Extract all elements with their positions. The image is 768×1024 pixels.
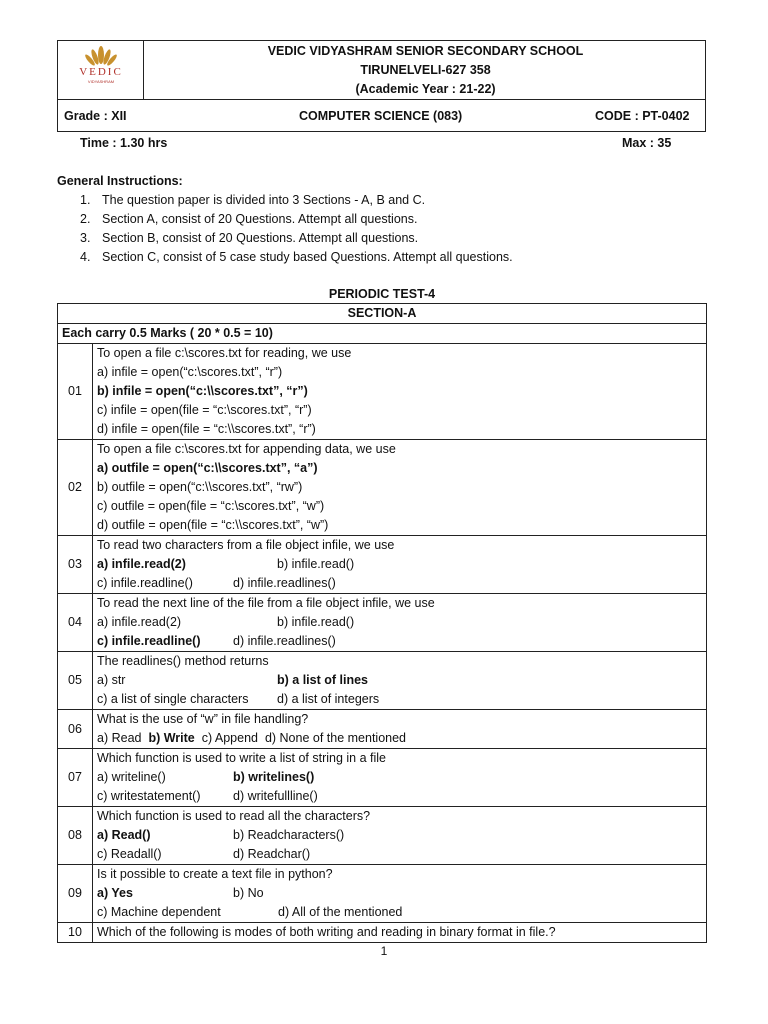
option-c: c) outfile = open(file = “c:\scores.txt”, “w”): [97, 499, 325, 513]
option-a-correct: a) Read(): [97, 828, 151, 842]
option-b-correct: b) a list of lines: [277, 673, 368, 687]
option-a: a) infile = open(“c:\scores.txt”, “r”): [97, 365, 283, 379]
question-number: 06: [58, 710, 93, 749]
question-number: 10: [58, 923, 93, 943]
question-number: 04: [58, 594, 93, 652]
option-b-correct: b) Write: [148, 731, 195, 745]
question-number: 01: [58, 344, 93, 440]
time-label: Time : 1.30 hrs: [80, 136, 168, 150]
question-cell: [93, 652, 707, 710]
section-title: SECTION-A: [58, 304, 707, 324]
question-number: 05: [58, 652, 93, 710]
question-text: What is the use of “w” in file handling?: [97, 712, 309, 726]
table-row: [58, 440, 707, 536]
table-row: [58, 807, 707, 865]
question-number: 07: [58, 749, 93, 807]
question-number: 02: [58, 440, 93, 536]
max-marks-label: Max : 35: [622, 136, 672, 150]
option-d: d) All of the mentioned: [278, 905, 403, 919]
question-cell: [93, 594, 707, 652]
option-c-correct: c) infile.readline(): [97, 634, 201, 648]
question-cell: [93, 865, 707, 923]
table-row: [58, 536, 707, 594]
option-c: c) Readall(): [97, 847, 162, 861]
option-c: c) a list of single characters: [97, 692, 249, 706]
academic-year: (Academic Year : 21-22): [355, 82, 496, 96]
marks-row: [58, 324, 707, 344]
question-number: 09: [58, 865, 93, 923]
question-text: To open a file c:\scores.txt for appending data, we use: [97, 442, 396, 456]
school-name: VEDIC VIDYASHRAM SENIOR SECONDARY SCHOOL: [267, 44, 584, 58]
instructions-list: [80, 191, 513, 267]
question-text: Is it possible to create a text file in python?: [97, 867, 333, 881]
option-a: a) Read: [97, 731, 142, 745]
table-row: [58, 710, 707, 749]
question-number: 03: [58, 536, 93, 594]
school-city: TIRUNELVELI-627 358: [360, 63, 491, 77]
question-number: 08: [58, 807, 93, 865]
instruction-item: 4. Section C, consist of 5 case study based Questions. Attempt all questions.: [80, 250, 513, 264]
question-text: The readlines() method returns: [97, 654, 269, 668]
header-divider: [58, 99, 705, 100]
table-row: [58, 749, 707, 807]
question-text: To read two characters from a file object infile, we use: [97, 538, 395, 552]
table-row: [58, 865, 707, 923]
table-row: [58, 344, 707, 440]
instruction-item: 3. Section B, consist of 20 Questions. Attempt all questions.: [80, 231, 419, 245]
question-text: Which function is used to read all the characters?: [97, 809, 371, 823]
instruction-item: 1. The question paper is divided into 3 Sections - A, B and C.: [80, 193, 426, 207]
subject-label: COMPUTER SCIENCE (083): [299, 109, 463, 123]
option-d: d) a list of integers: [277, 692, 380, 706]
question-cell: [93, 807, 707, 865]
option-b: b) No: [233, 886, 264, 900]
option-d: d) infile.readlines(): [233, 576, 336, 590]
question-text: Which of the following is modes of both writing and reading in binary format in file.?: [97, 925, 556, 939]
table-row: [58, 923, 707, 943]
question-cell: [93, 710, 707, 749]
school-logo: [58, 41, 144, 99]
question-cell: [93, 923, 707, 943]
instructions-heading: General Instructions:: [57, 174, 183, 188]
option-b: b) infile.read(): [277, 615, 355, 629]
table-row: [58, 652, 707, 710]
option-a: a) str: [97, 673, 126, 687]
option-b: b) Readcharacters(): [233, 828, 345, 842]
option-d: d) outfile = open(file = “c:\\scores.txt”, “w”): [97, 518, 329, 532]
option-c: c) infile.readline(): [97, 576, 193, 590]
question-cell: [93, 749, 707, 807]
question-text: Which function is used to write a list of string in a file: [97, 751, 387, 765]
logo-text: VEDIC: [79, 66, 123, 78]
question-cell: [93, 344, 707, 440]
option-b: b) outfile = open(“c:\\scores.txt”, “rw”): [97, 480, 303, 494]
option-d: d) infile.readlines(): [233, 634, 336, 648]
question-text: To open a file c:\scores.txt for reading, we use: [97, 346, 352, 360]
option-d: d) writefullline(): [233, 789, 318, 803]
logo-subtext: VIDYASHRAM: [87, 79, 115, 84]
question-text: To read the next line of the file from a file object infile, we use: [97, 596, 435, 610]
header-box: [57, 40, 706, 132]
section-row: [58, 304, 707, 324]
page-number: 1: [380, 944, 388, 958]
option-a: a) infile.read(2): [97, 615, 182, 629]
option-c: c) Machine dependent: [97, 905, 221, 919]
option-a-correct: a) Yes: [97, 886, 133, 900]
test-title: PERIODIC TEST-4: [328, 287, 436, 301]
option-d: d) infile = open(file = “c:\\scores.txt”, “r”): [97, 422, 316, 436]
option-c: c) writestatement(): [97, 789, 201, 803]
option-d: d) None of the mentioned: [264, 731, 407, 745]
option-b: b) infile.read(): [277, 557, 355, 571]
marks-line: Each carry 0.5 Marks ( 20 * 0.5 = 10): [58, 324, 707, 344]
question-cell: [93, 440, 707, 536]
option-b-correct: b) infile = open(“c:\\scores.txt”, “r”): [97, 384, 308, 398]
grade-label: Grade : XII: [64, 109, 127, 123]
option-c: c) infile = open(file = “c:\scores.txt”, “r”): [97, 403, 312, 417]
option-b-correct: b) writelines(): [233, 770, 315, 784]
option-a-correct: a) outfile = open(“c:\\scores.txt”, “a”): [97, 461, 318, 475]
instruction-item: 2. Section A, consist of 20 Questions. Attempt all questions.: [80, 212, 418, 226]
option-c: c) Append: [201, 731, 258, 745]
code-label: CODE : PT-0402: [595, 109, 690, 123]
table-row: [58, 594, 707, 652]
question-table: [57, 303, 707, 943]
option-a-correct: a) infile.read(2): [97, 557, 186, 571]
question-cell: [93, 536, 707, 594]
option-a: a) writeline(): [97, 770, 166, 784]
option-d: d) Readchar(): [233, 847, 311, 861]
